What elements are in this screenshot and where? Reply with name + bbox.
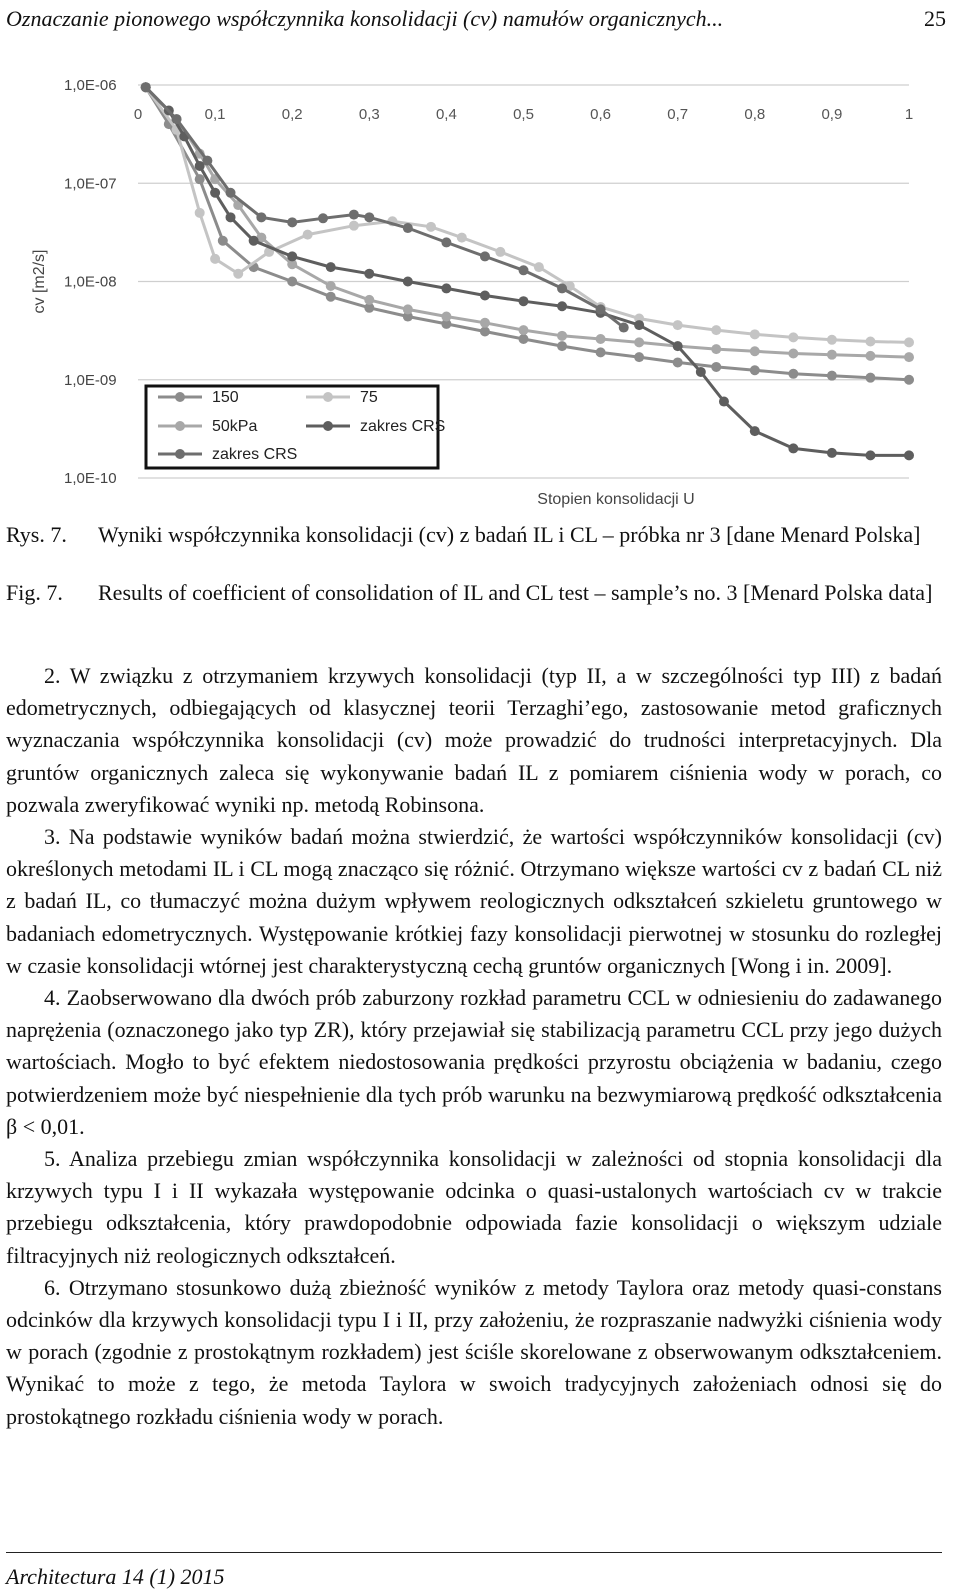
data-point [711, 362, 721, 372]
paragraph-6: 6. Otrzymano stosunkowo dużą zbieżność wyników z metody Taylora oraz metody quasi-constans odcinków dla krzywych konsolidacji typu I i II, przy założeniu, że rozpraszanie nadwyżki ciśnienia wody w porach (zgodnie z prostokątnym rozkładem) jest ściśle skorelowane z obserwowanym odkształceniem. Wynikać to może z tego, że metoda Taylora w swoich tradycyjnych założeniach odnosi się do prostokątnego rozkładu ciśnienia wody w porach. [6, 1274, 942, 1429]
data-point [210, 254, 220, 264]
data-point [827, 335, 837, 345]
data-point [287, 277, 297, 287]
x-tick-label: 1 [904, 106, 914, 123]
data-point [287, 251, 297, 261]
y-axis-label: cv [m2/s] [31, 249, 48, 314]
data-point [519, 334, 529, 344]
footer-journal: Architectura 14 (1) 2015 [6, 1564, 225, 1589]
caption-en-label: Fig. 7. [6, 580, 63, 605]
paragraph-2: 2. W związku z otrzymaniem krzywych konsolidacji (typ II, a w szczególności typ III) z badań edometrycznych, odbiegających od klasycznej teorii Terzaghi’ego, zastosowanie metod graficznych wyznaczania współczynnika konsolidacji (cv) może prowadzić do trudności interpretacyjnych. Dla gruntów organicznych zaleca się wykonywanie badań IL z pomiarem ciśnienia wody w porach, co pozwala zweryfikować wyniki np. metodą Robinsona. [6, 663, 942, 817]
data-point [226, 212, 236, 222]
data-point [711, 344, 721, 354]
data-point [557, 341, 567, 351]
data-point [865, 450, 875, 460]
data-point [827, 350, 837, 360]
data-point [719, 397, 729, 407]
y-tick-label: 1,0E-08 [64, 273, 117, 291]
data-point [673, 320, 683, 330]
data-point [426, 222, 436, 232]
x-tick-label: 0,3 [358, 106, 380, 123]
data-point [634, 337, 644, 347]
x-tick-label: 0,8 [744, 106, 766, 123]
running-title: Oznaczanie pionowego współczynnika konsolidacji (cv) namułów organicznych... [6, 6, 724, 31]
x-tick-label: 0,4 [435, 106, 457, 123]
data-point [596, 334, 606, 344]
data-point [904, 450, 914, 460]
data-point [403, 304, 413, 314]
data-point [788, 369, 798, 379]
data-point [750, 426, 760, 436]
data-point [827, 448, 837, 458]
data-point [904, 375, 914, 385]
data-point [441, 237, 451, 247]
data-point [349, 210, 359, 220]
data-point [218, 236, 228, 246]
data-point [210, 188, 220, 198]
data-point [202, 156, 212, 166]
data-point [519, 265, 529, 275]
running-header [6, 6, 946, 36]
data-point [349, 221, 359, 231]
caption-pl-label: Rys. 7. [6, 522, 67, 547]
data-point [557, 283, 567, 293]
data-point [403, 223, 413, 233]
page-number: 25 [924, 6, 946, 31]
data-point [195, 174, 205, 184]
data-point [711, 325, 721, 335]
data-point [364, 295, 374, 305]
data-point [827, 371, 837, 381]
data-point [557, 331, 567, 341]
data-point [495, 247, 505, 257]
data-point [596, 347, 606, 357]
series-line [146, 87, 624, 327]
data-point [318, 213, 328, 223]
data-point [364, 212, 374, 222]
legend-swatch-marker [323, 392, 333, 402]
x-tick-label: 0,2 [281, 106, 303, 123]
data-point [326, 262, 336, 272]
body-text [6, 660, 942, 1433]
data-point [750, 346, 760, 356]
data-point [480, 318, 490, 328]
x-tick-label: 0 [133, 106, 143, 123]
data-point [619, 323, 629, 333]
caption-pl-text: Wyniki współczynnika konsolidacji (cv) z badań IL i CL – próbka nr 3 [dane Menard Polska] [98, 522, 921, 547]
data-point [441, 283, 451, 293]
x-tick-label: 0,7 [667, 106, 689, 123]
data-point [788, 443, 798, 453]
data-point [287, 217, 297, 227]
legend-swatch-marker [175, 392, 185, 402]
data-point [596, 304, 606, 314]
data-point [865, 337, 875, 347]
paragraph-4: 4. Zaobserwowano dla dwóch prób zaburzony rozkład parametru CCL w odniesieniu do zadawanego naprężenia (oznaczonego jako typ ZR), który przejawiał się stabilizacją parametru CCL przy jego dużych wartościach. Mogło to być efektem niedostosowania prędkości przyrostu obciążenia w badaniu, czego potwierdzeniem może być niespełnienie dla tych prób warunku na bezwymiarową prędkość odkształcenia β < 0,01. [6, 985, 942, 1139]
data-point [696, 367, 706, 377]
data-point [195, 208, 205, 218]
data-point [673, 357, 683, 367]
data-point [673, 341, 683, 351]
y-tick-label: 1,0E-10 [64, 470, 117, 487]
legend-label: zakres CRS [360, 418, 446, 435]
data-point [788, 332, 798, 342]
figure-chart [26, 58, 914, 516]
data-point [534, 262, 544, 272]
legend-swatch-marker [323, 421, 333, 431]
y-tick-label: 1,0E-07 [64, 175, 117, 193]
footer-rule [6, 1552, 942, 1553]
caption-en-text: Results of coefficient of consolidation of IL and CL test – sample’s no. 3 [Menard Polska data] [98, 580, 933, 605]
y-tick-label: 1,0E-09 [64, 371, 117, 389]
data-point [233, 269, 243, 279]
y-tick-label: 1,0E-06 [64, 77, 117, 94]
data-point [326, 292, 336, 302]
data-point [750, 365, 760, 375]
data-point [750, 329, 760, 339]
legend-label: 75 [360, 389, 378, 406]
data-point [634, 320, 644, 330]
legend-label: zakres CRS [212, 446, 298, 463]
data-point [634, 352, 644, 362]
data-point [480, 251, 490, 261]
data-point [519, 325, 529, 335]
data-point [303, 230, 313, 240]
data-point [480, 326, 490, 336]
data-point [865, 373, 875, 383]
data-point [256, 212, 266, 222]
paragraph-3: 3. Na podstawie wyników badań można stwierdzić, że wartości współczynników konsolidacji (cv) określonych metodami IL i CL mogą znacząco się różnić. Otrzymano większe wartości cv z badań CL niż z badań IL, co tłumaczyć można dużym wpływem reologicznych odkształceń szkieletu gruntowego w badaniach edometrycznych. Występowanie krótkiej fazy konsolidacji pierwotnej w stosunku do rozległej w czasie konsolidacji wtórnej jest charakterystyczną cechą gruntów organicznych [Wong i in. 2009]. [6, 824, 942, 978]
data-point [249, 236, 259, 246]
data-point [226, 188, 236, 198]
data-point [557, 301, 567, 311]
legend-label: 50kPa [212, 418, 258, 435]
data-point [480, 291, 490, 301]
data-point [865, 351, 875, 361]
x-tick-label: 0,9 [821, 106, 843, 123]
data-point [141, 82, 151, 92]
data-point [441, 312, 451, 322]
data-point [364, 269, 374, 279]
data-point [326, 281, 336, 291]
x-tick-label: 0,5 [513, 106, 534, 123]
x-tick-label: 0,6 [590, 106, 612, 123]
data-point [457, 233, 467, 243]
x-tick-label: 0,1 [204, 106, 226, 123]
data-point [788, 349, 798, 359]
legend-swatch-marker [175, 421, 185, 431]
legend-label: 150 [212, 389, 239, 406]
data-point [904, 352, 914, 362]
data-point [519, 296, 529, 306]
data-point [403, 277, 413, 287]
legend-swatch-marker [175, 449, 185, 459]
x-axis-label: Stopien konsolidacji U [537, 491, 695, 508]
data-point [172, 114, 182, 124]
cv-chart [26, 58, 914, 516]
paragraph-5: 5. Analiza przebiegu zmian współczynnika konsolidacji w zależności od stopnia konsolidacji dla krzywych typu I i II wykazała występowanie odcinka o quasi-ustalonych wartościach cv w trakcie przebiegu odkształcenia, który prawdopodobnie odpowiada fazie konsolidacji o większym udziale filtracyjnych niż reologicznych odkształceń. [6, 1146, 942, 1268]
data-point [904, 337, 914, 347]
